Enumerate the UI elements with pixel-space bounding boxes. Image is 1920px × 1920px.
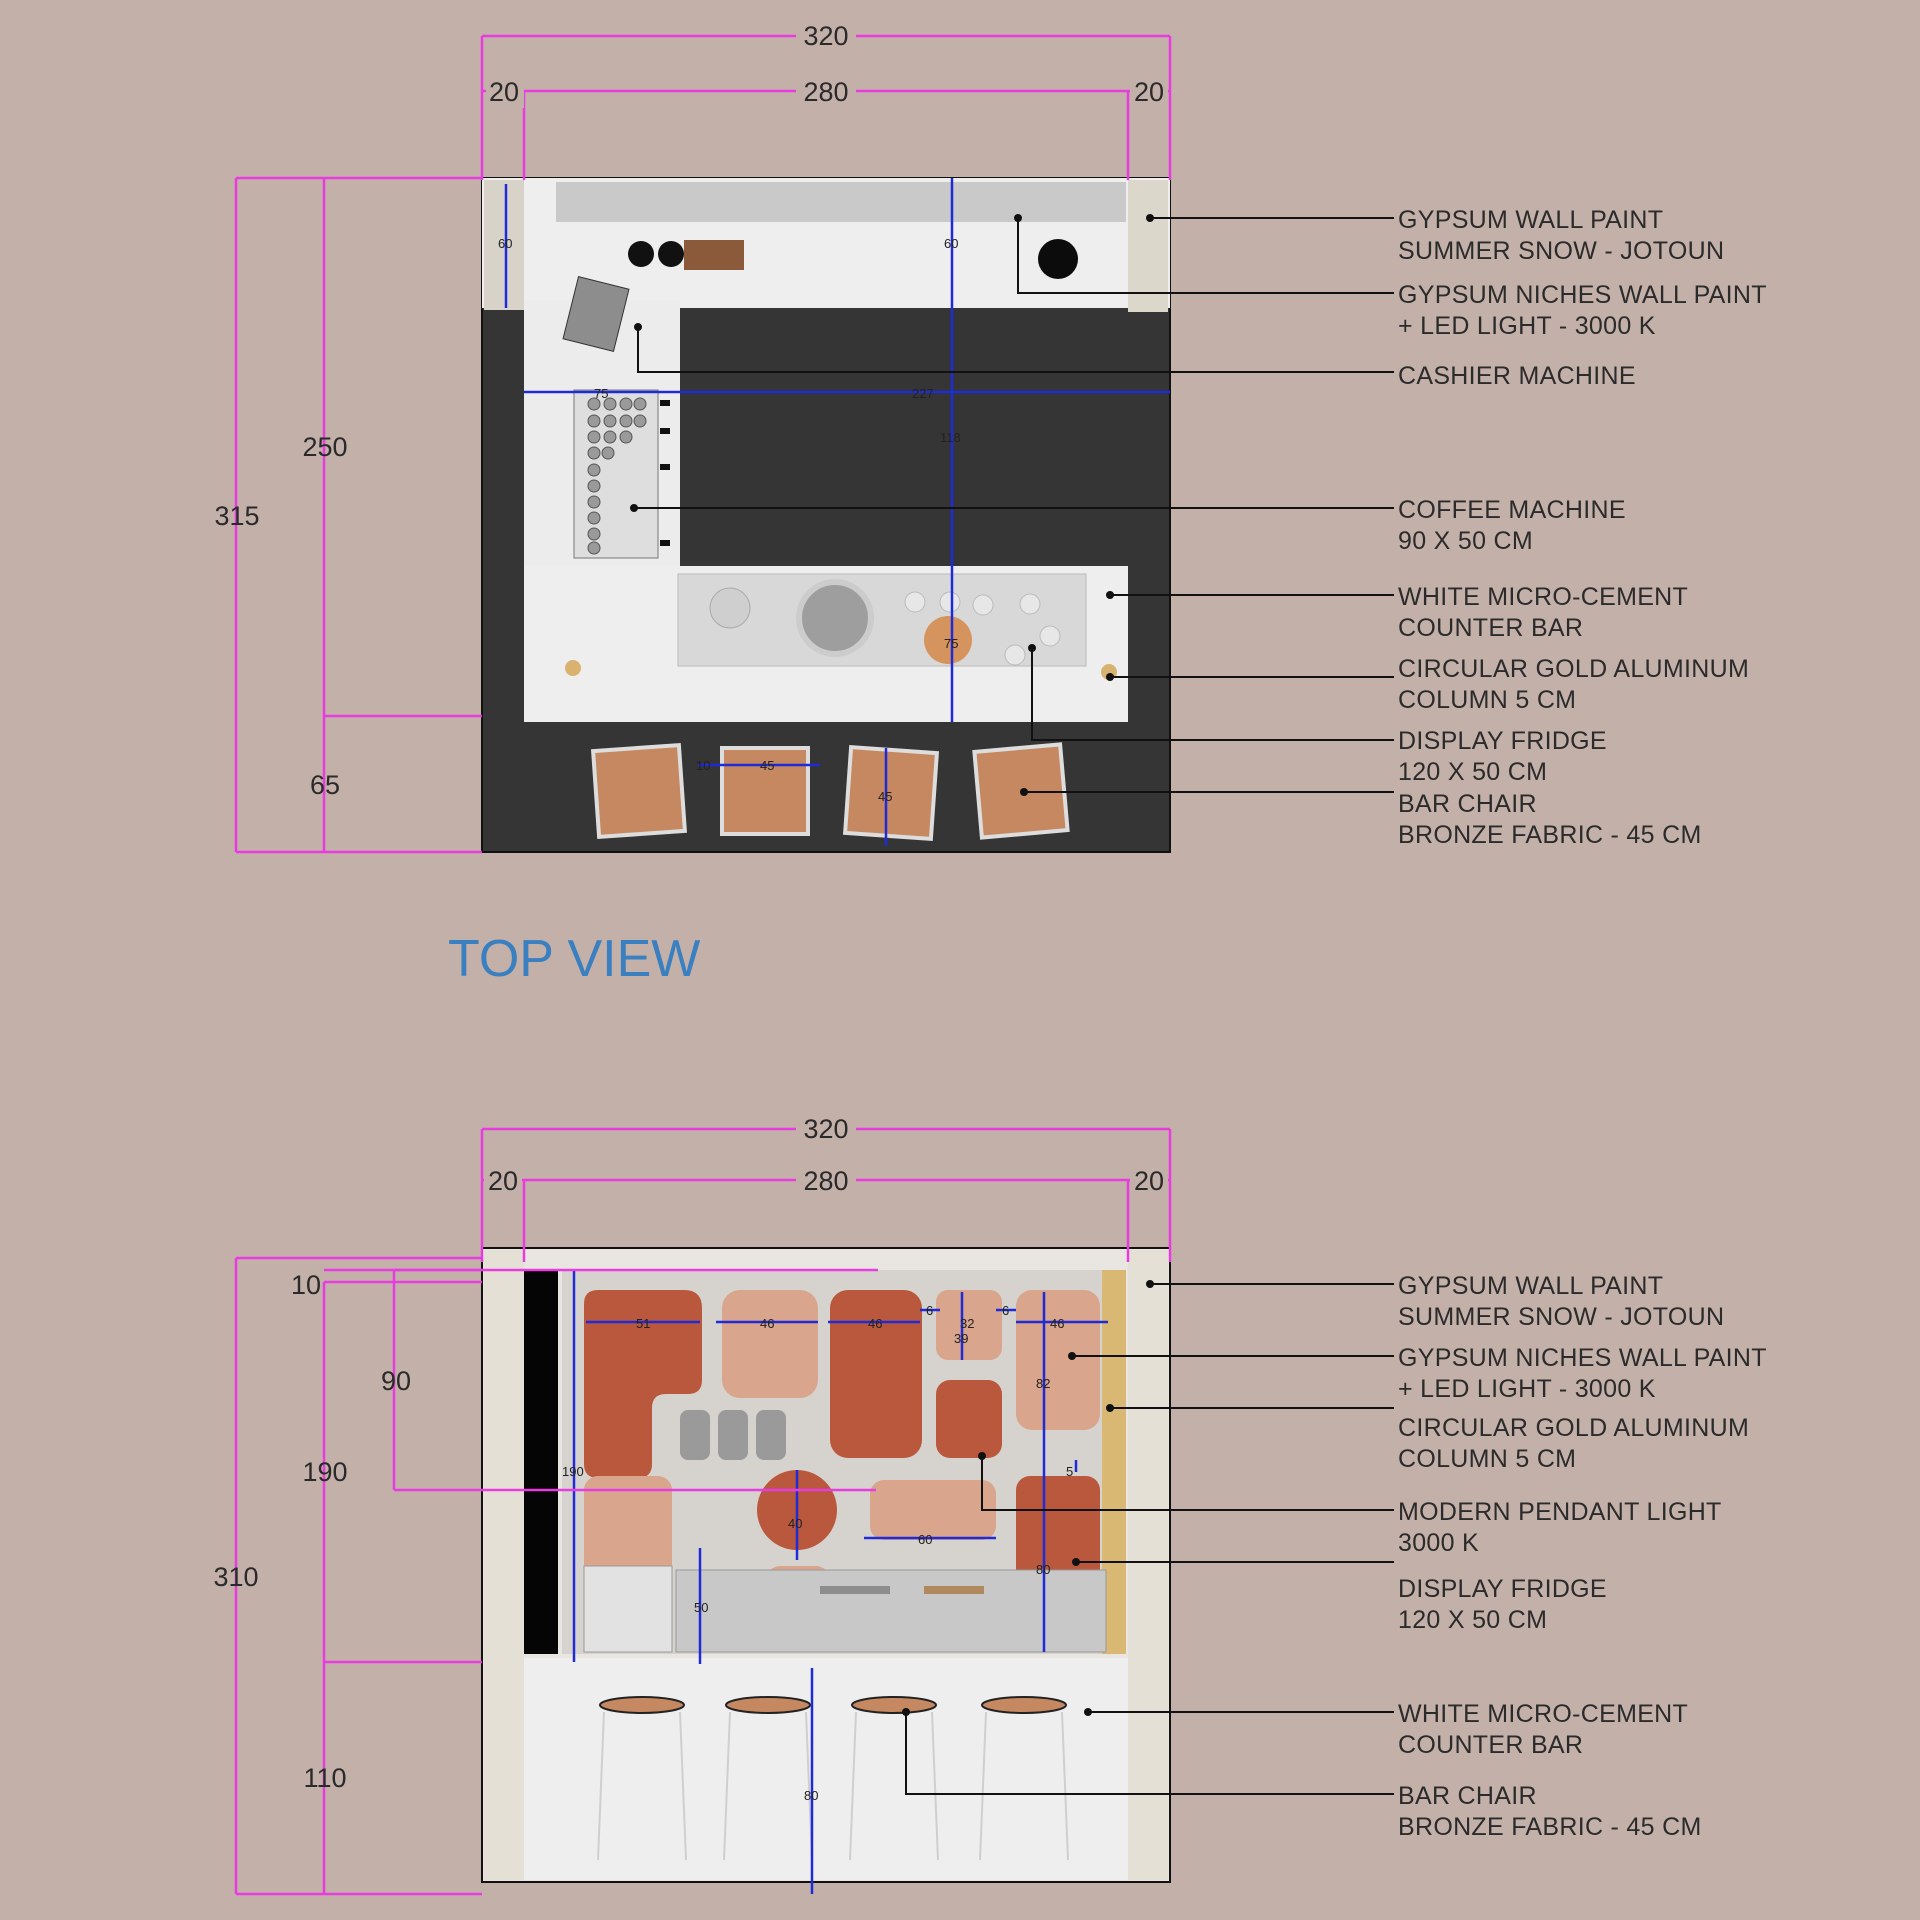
dim-total-width: 320 — [803, 21, 849, 51]
callout-label: DISPLAY FRIDGE — [1398, 1575, 1607, 1603]
dim-label: 32 — [960, 1316, 975, 1331]
fridge-cup — [1040, 626, 1060, 646]
front-view-elevation — [213, 1111, 1766, 1894]
fridge-shelf-item — [820, 1586, 890, 1594]
callout-label: COUNTER BAR — [1398, 1731, 1584, 1759]
dim-wall-height: 190 — [302, 1457, 348, 1487]
dim-label: 60 — [944, 236, 959, 251]
dim-label: 46 — [1050, 1316, 1065, 1331]
fridge-cup — [905, 592, 925, 612]
callout-label: WHITE MICRO-CEMENT — [1398, 583, 1689, 611]
back-niche-shelf — [556, 182, 1126, 222]
counter-front — [524, 1658, 1128, 1880]
dim-label: 80 — [1036, 1562, 1051, 1577]
group-head — [660, 540, 670, 546]
dim-label: 5 — [1066, 1464, 1074, 1479]
callout-label: GYPSUM WALL PAINT — [1398, 1272, 1664, 1300]
left-wall — [484, 1250, 524, 1880]
callout-label: BRONZE FABRIC - 45 CM — [1398, 821, 1702, 849]
dim-total-depth: 315 — [214, 501, 260, 531]
grinder — [628, 241, 654, 267]
canister — [756, 1410, 786, 1460]
callout-label: BRONZE FABRIC - 45 CM — [1398, 1813, 1702, 1841]
dim-inner-width: 280 — [803, 77, 849, 107]
callout-label: GYPSUM WALL PAINT — [1398, 206, 1664, 234]
dim-total-height: 310 — [213, 1562, 259, 1592]
stool-seat — [726, 1697, 810, 1713]
fridge-item — [710, 588, 750, 628]
dim-counter-depth: 250 — [302, 432, 348, 462]
callout-label: BAR CHAIR — [1398, 790, 1537, 818]
display-fridge-front — [676, 1570, 1106, 1652]
dim-label: 75 — [594, 386, 609, 401]
callout-label: + LED LIGHT - 3000 K — [1398, 1375, 1656, 1403]
callout-label: COFFEE MACHINE — [1398, 496, 1626, 524]
stool-seat — [982, 1697, 1066, 1713]
dim-total-width: 320 — [803, 1114, 849, 1144]
wood-tray — [684, 240, 744, 270]
dim-right-side: 20 — [1133, 1166, 1165, 1196]
dim-label: 45 — [878, 789, 893, 804]
callout-label: MODERN PENDANT LIGHT — [1398, 1498, 1722, 1526]
group-head — [660, 464, 670, 470]
callout-label: CASHIER MACHINE — [1398, 362, 1636, 390]
callout-label: GYPSUM NICHES WALL PAINT — [1398, 281, 1767, 309]
dim-label: 190 — [562, 1464, 584, 1479]
dim-label: 60 — [498, 236, 513, 251]
dim-label: 6 — [926, 1303, 934, 1318]
front-callout-labels — [1398, 1272, 1767, 1841]
coffee-machine — [574, 390, 658, 558]
fridge-cup — [940, 592, 960, 612]
dim-left-side: 20 — [488, 77, 520, 107]
fridge-cup — [973, 595, 993, 615]
callout-label: COUNTER BAR — [1398, 614, 1584, 642]
coffee-machine-front — [584, 1566, 672, 1652]
dim-top-offset: 10 — [290, 1270, 322, 1300]
callout-label: SUMMER SNOW - JOTOUN — [1398, 237, 1725, 265]
dim-shelf-height: 90 — [380, 1366, 412, 1396]
dark-panel — [524, 1270, 558, 1654]
dim-label: 227 — [912, 386, 934, 401]
canister — [680, 1410, 710, 1460]
dim-counter-height: 110 — [303, 1763, 347, 1793]
callout-label: 3000 K — [1398, 1529, 1480, 1557]
stool-seat — [600, 1697, 684, 1713]
dim-label: 46 — [868, 1316, 883, 1331]
stool-seat — [852, 1697, 936, 1713]
dim-label: 80 — [804, 1788, 819, 1803]
dim-label: 6 — [1002, 1303, 1010, 1318]
top-callout-labels — [1398, 206, 1767, 849]
dim-label: 82 — [1036, 1376, 1051, 1391]
fridge-cake — [799, 582, 871, 654]
fridge-cup — [1020, 594, 1040, 614]
callout-label: COLUMN 5 CM — [1398, 1445, 1577, 1473]
dim-label: 40 — [788, 1516, 803, 1531]
fridge-cup — [1005, 645, 1025, 665]
fridge-shelf-item — [924, 1586, 984, 1594]
gold-column — [565, 660, 581, 676]
top-view-title: TOP VIEW — [448, 930, 701, 988]
dim-label: 118 — [940, 430, 961, 445]
callout-label: BAR CHAIR — [1398, 1782, 1537, 1810]
top-view-plan — [214, 18, 1766, 852]
dim-label: 39 — [954, 1331, 969, 1346]
dim-label: 75 — [944, 636, 959, 651]
callout-label: WHITE MICRO-CEMENT — [1398, 1700, 1689, 1728]
callout-label: CIRCULAR GOLD ALUMINUM — [1398, 1414, 1750, 1442]
niche-blush — [722, 1290, 818, 1398]
callout-label: COLUMN 5 CM — [1398, 686, 1577, 714]
dim-label: 51 — [636, 1316, 651, 1331]
dim-label: 46 — [760, 1316, 775, 1331]
canister — [718, 1410, 748, 1460]
niche-blush — [1016, 1290, 1100, 1430]
niche-blush — [870, 1480, 996, 1540]
niche-terracotta — [936, 1380, 1002, 1458]
niche-vase — [1038, 239, 1078, 279]
bar-chair — [593, 745, 685, 837]
callout-label: CIRCULAR GOLD ALUMINUM — [1398, 655, 1750, 683]
callout-label: 120 X 50 CM — [1398, 758, 1548, 786]
dim-label: 50 — [694, 1600, 709, 1615]
right-wall — [1128, 1250, 1168, 1880]
dim-inner-width: 280 — [803, 1166, 849, 1196]
dim-seating-depth: 65 — [309, 770, 341, 800]
callout-label: 120 X 50 CM — [1398, 1606, 1548, 1634]
dim-label: 10 — [696, 758, 711, 773]
group-head — [660, 400, 670, 406]
callout-label: 90 X 50 CM — [1398, 527, 1534, 555]
callout-label: DISPLAY FRIDGE — [1398, 727, 1607, 755]
grinder — [658, 241, 684, 267]
dim-left-side: 20 — [487, 1166, 519, 1196]
dim-right-side: 20 — [1133, 77, 1165, 107]
callout-label: + LED LIGHT - 3000 K — [1398, 312, 1656, 340]
group-head — [660, 428, 670, 434]
dim-label: 60 — [918, 1532, 933, 1547]
callout-label: GYPSUM NICHES WALL PAINT — [1398, 1344, 1767, 1372]
callout-label: SUMMER SNOW - JOTOUN — [1398, 1303, 1725, 1331]
dim-label: 45 — [760, 758, 775, 773]
